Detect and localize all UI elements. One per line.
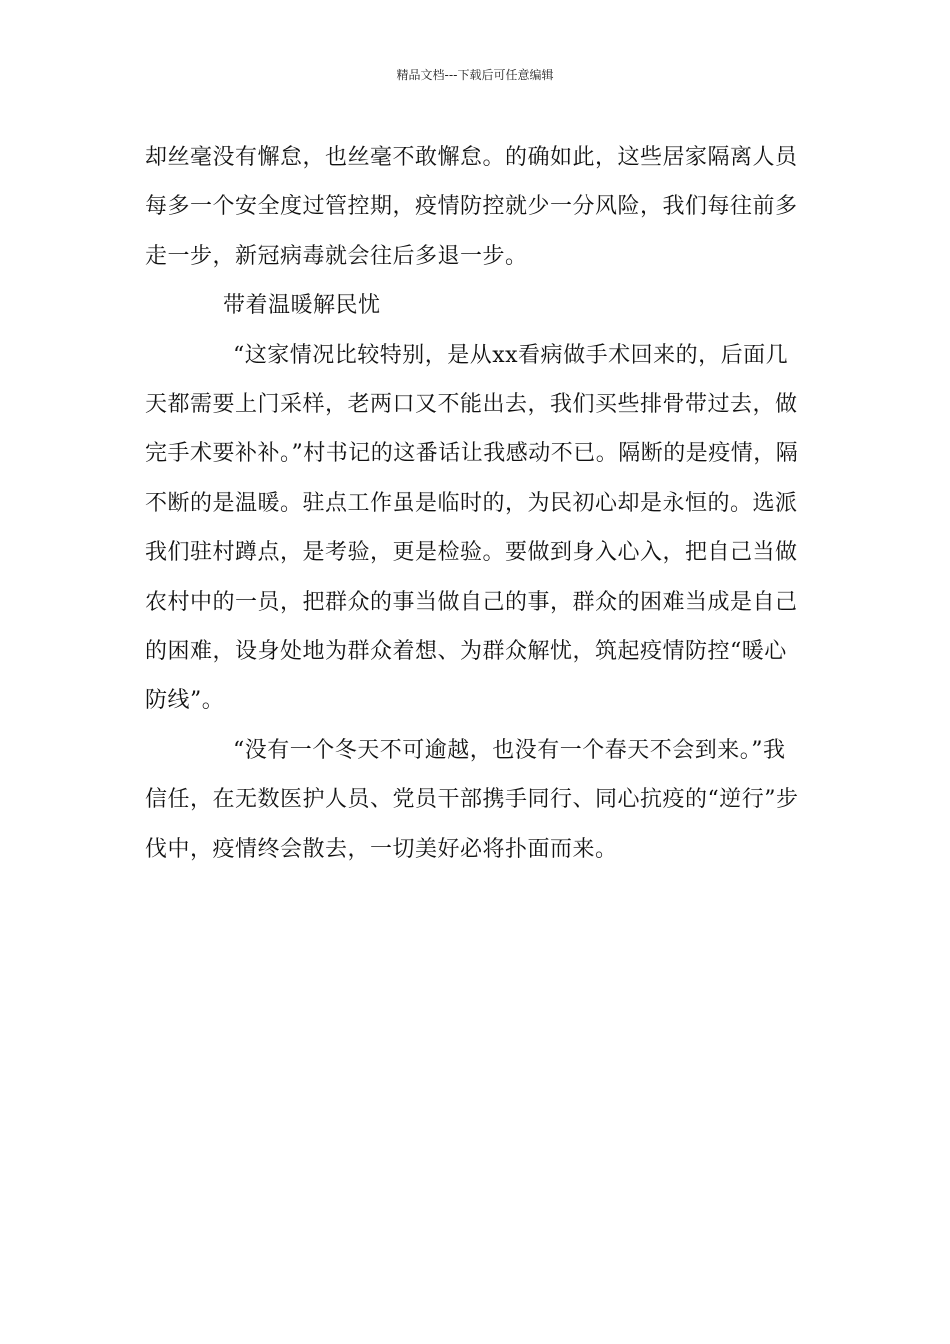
document-body bbox=[145, 133, 807, 874]
page-header: 精品文档---下载后可任意编辑 bbox=[396, 68, 554, 82]
section-heading: 带着温暖解民忧 bbox=[223, 293, 381, 319]
paragraph: “没有一个冬天不可逾越，也没有一个春天不会到来。”我信任，在无数医护人员、党员干部携手同行、同心抗疫的“逆行”步伐中，疫情终会散去，一切美好必将扑面而来。 bbox=[145, 737, 799, 862]
paragraph: “这家情况比较特别，是从xx看病做手术回来的，后面几天都需要上门采样，老两口又不能出去，我们买些排骨带过去，做完手术要补补。”村书记的这番话让我感动不已。隔断的是疫情，隔不断的是温暖。驻点工作虽是临时的，为民初心却是永恒的。选派我们驻村蹲点，是考验，更是检验。要做到身入心入，把自己当做农村中的一员，把群众的事当做自己的事，群众的困难当成是自己的困难，设身处地为群众着想、为群众解忧，筑起疫情防控“暖心防线”。 bbox=[145, 342, 799, 714]
paragraph-continuation: 却丝毫没有懈怠，也丝毫不敢懈怠。的确如此，这些居家隔离人员每多一个安全度过管控期，疫情防控就少一分风险，我们每往前多走一步，新冠病毒就会往后多退一步。 bbox=[145, 145, 798, 269]
